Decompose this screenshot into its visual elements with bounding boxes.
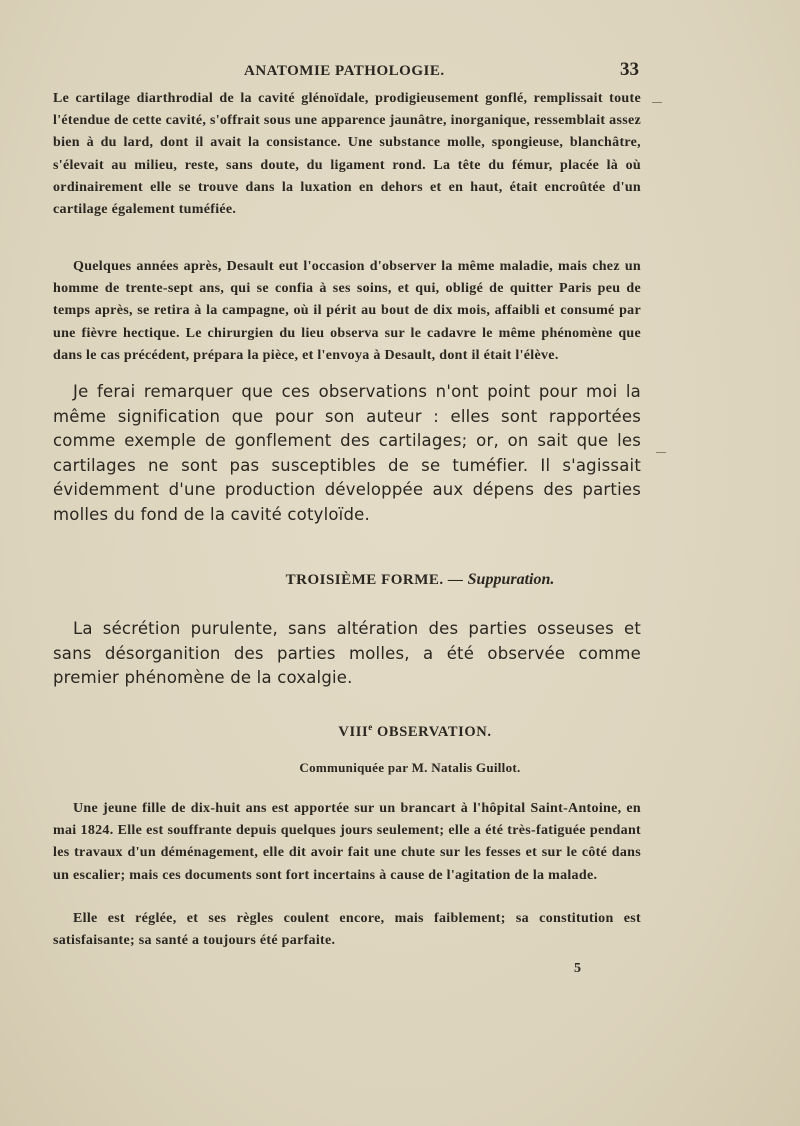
paragraph-secretion: La sécrétion purulente, sans altération des parties osseuses et sans désorganition des parties molles, a été observée comme premier phénomène de la coxalgie. bbox=[53, 619, 641, 687]
page-header bbox=[0, 59, 800, 85]
page-number: 33 bbox=[620, 59, 639, 80]
section-heading bbox=[0, 571, 800, 589]
paragraph-case: Une jeune fille de dix-huit ans est apportée sur un brancart à l'hôpital Saint-Antoine, en mai 1824. Elle est souffrante depuis quelques jours seulement; elle a été très-fatiguée pendant les travaux d'un déménagement, elle dit avoir fait une chute sur les fesses et sur le côté dans un escalier; mais ces documents sont fort incertains à cause de l'agitation de la malade. bbox=[53, 801, 641, 883]
observation-numeral: VIII bbox=[338, 723, 369, 740]
margin-mark bbox=[656, 452, 666, 453]
paragraph-remark: Je ferai remarquer que ces observations n'ont point pour moi la même signification que pour son auteur : elles sont rapportées comme exemple de gonflement des cartilages; or, on sait que les cartilages ne sont pas susceptibles de se tuméfier. Il s'agissait évidemment d'une production développée aux dépens des parties molles du fond de la cavité cotyloïde. bbox=[53, 382, 641, 524]
paragraph-cartilage: Le cartilage diarthrodial de la cavité glénoïdale, prodigieusement gonflé, remplissait toute l'étendue de cette cavité, s'offrait sous une apparence jaunâtre, inorganique, ressemblait assez bien à du lard, dont il avait la consistance. Une substance molle, spongieuse, blanchâtre, s'élevait au milieu, reste, sans doute, du ligament rond. La tête du fémur, placée là où ordinairement elle se trouve dans la luxation en dehors et en haut, était encroûtée d'un cartilage également tuméfiée. bbox=[53, 91, 641, 218]
paragraph-constitution: Elle est réglée, et ses règles coulent encore, mais faiblement; sa constitution est satisfaisante; sa santé a toujours été parfaite. bbox=[53, 911, 641, 949]
section-heading-subtitle: Suppuration. bbox=[467, 571, 555, 588]
observation-title bbox=[0, 722, 800, 741]
margin-mark bbox=[652, 102, 662, 103]
observation-communicated-by: Communiquée par M. Natalis Guillot. bbox=[299, 760, 521, 775]
running-title: ANATOMIE PATHOLOGIE. bbox=[244, 63, 445, 79]
observation-label: OBSERVATION. bbox=[372, 723, 492, 740]
paragraph-desault: Quelques années après, Desault eut l'occasion d'observer la même maladie, mais chez un homme de trente-sept ans, qui se confia à ses soins, et qui, obligé de quitter Paris peu de temps après, se retira à la campagne, où il périt au bout de dix mois, affaibli et consumé par une fièvre hectique. Le chirurgien du lieu observa sur le cadavre le même phénomène que dans le cas précédent, prépara la pièce, et l'envoya à Desault, dont il était l'élève. bbox=[53, 259, 641, 363]
section-heading-label: TROISIÈME FORME. — bbox=[285, 572, 468, 588]
observation-sup: e bbox=[368, 722, 373, 732]
signature-mark: 5 bbox=[574, 961, 581, 976]
